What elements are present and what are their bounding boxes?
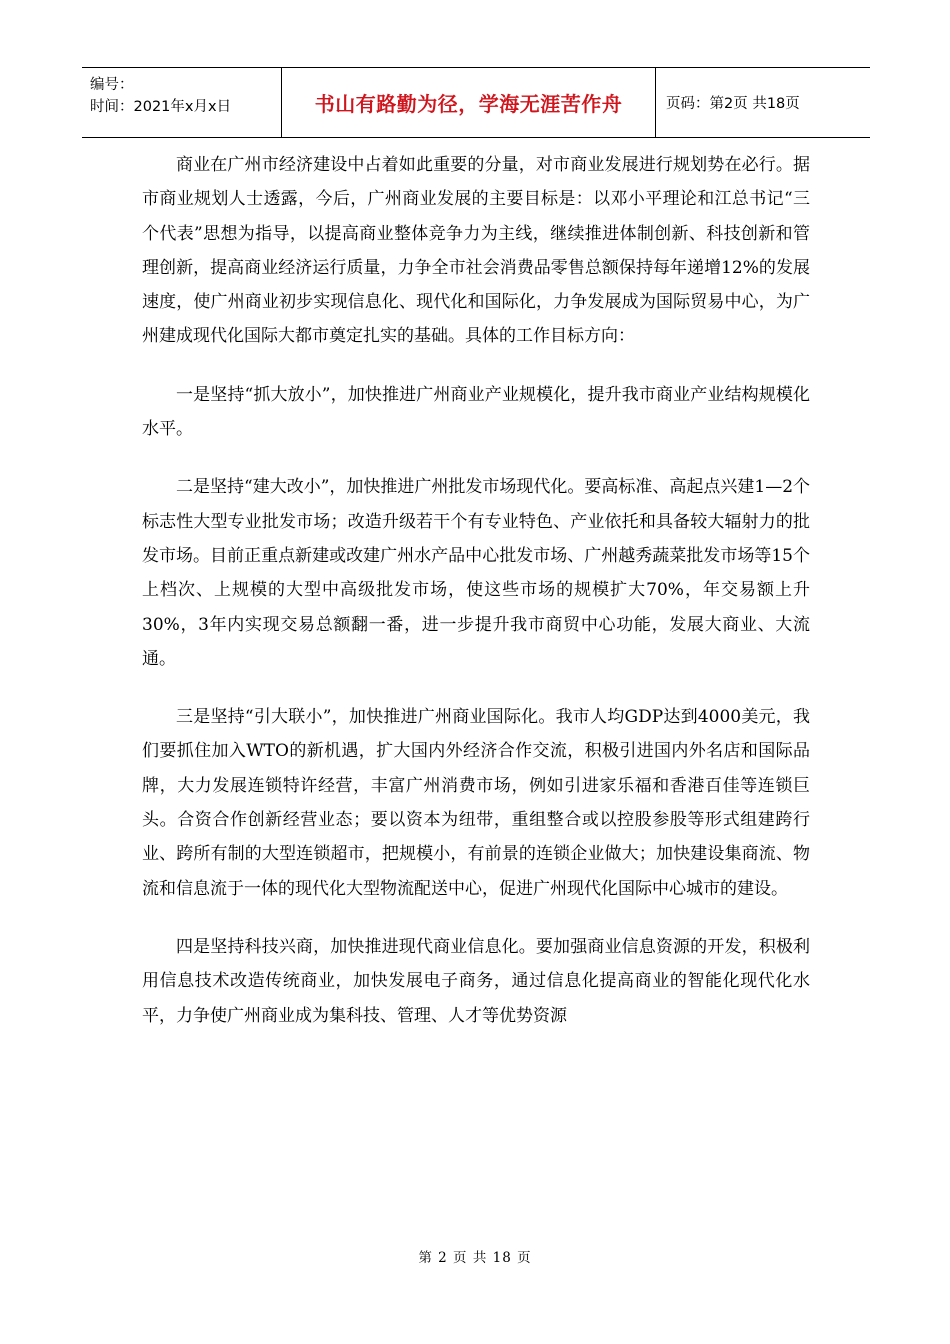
header-motto: 书山有路勤为径，学海无涯苦作舟 <box>282 68 656 137</box>
page-footer: 第 2 页 共 18 页 <box>418 1250 532 1266</box>
document-number-label: 编号： <box>90 77 134 93</box>
header-page-code: 页码：第2页 共18页 <box>666 96 800 112</box>
paragraph-4: 三是坚持“引大联小”，加快推进广州商业国际化。我市人均GDP达到4000美元，我们要抓住加入WTO的新机遇，扩大国内外经济合作交流，积极引进国内外名店和国际品牌，大力发展连锁特许经营，丰富广州消费市场，例如引进家乐福和香港百佳等连锁巨头。合资合作创新经营业态；要以资本为纽带，重组整合或以控股参股等形式组建跨行业、跨所有制的大型连锁超市，把规模小，有前景的连锁企业做大；加快建设集商流、物流和信息流于一体的现代化大型物流配送中心，促进广州现代化国际中心城市的建设。 <box>142 707 810 899</box>
paragraph-3: 二是坚持“建大改小”，加快推进广州批发市场现代化。要高标准、高起点兴建1—2个标志性大型专业批发市场；改造升级若干个有专业特色、产业依托和具备较大辐射力的批发市场。目前正重点新建或改建广州水产品中心批发市场、广州越秀蔬菜批发市场等15个上档次、上规模的大型中高级批发市场，使这些市场的规模扩大70%，年交易额上升30%，3年内实现交易总额翻一番，进一步提升我市商贸中心功能，发展大商业、大流通。 <box>142 477 811 669</box>
document-body <box>142 148 810 1057</box>
paragraph-2: 一是坚持“抓大放小”，加快推进广州商业产业规模化，提升我市商业产业结构规模化水平。 <box>142 384 810 440</box>
paragraph-1: 商业在广州市经济建设中占着如此重要的分量，对市商业发展进行规划势在必行。据市商业规划人士透露，今后，广州商业发展的主要目标是：以邓小平理论和江总书记“三个代表”思想为指导，以提高商业整体竞争力为主线，继续推进体制创新、科技创新和管理创新，提高商业经济运行质量，力争全市社会消费品零售总额保持每年递增12%的发展速度，使广州商业初步实现信息化、现代化和国际化，力争发展成为国际贸易中心，为广州建成现代化国际大都市奠定扎实的基础。具体的工作目标方向： <box>142 155 810 347</box>
document-date: 时间：2021年x月x日 <box>90 99 232 115</box>
header-info-cell <box>82 68 282 137</box>
paragraph-5: 四是坚持科技兴商，加快推进现代商业信息化。要加强商业信息资源的开发，积极利用信息技术改造传统商业，加快发展电子商务，通过信息化提高商业的智能化现代化水平，力争使广州商业成为集科技、管理、人才等优势资源 <box>142 936 810 1026</box>
page-header <box>82 67 870 138</box>
